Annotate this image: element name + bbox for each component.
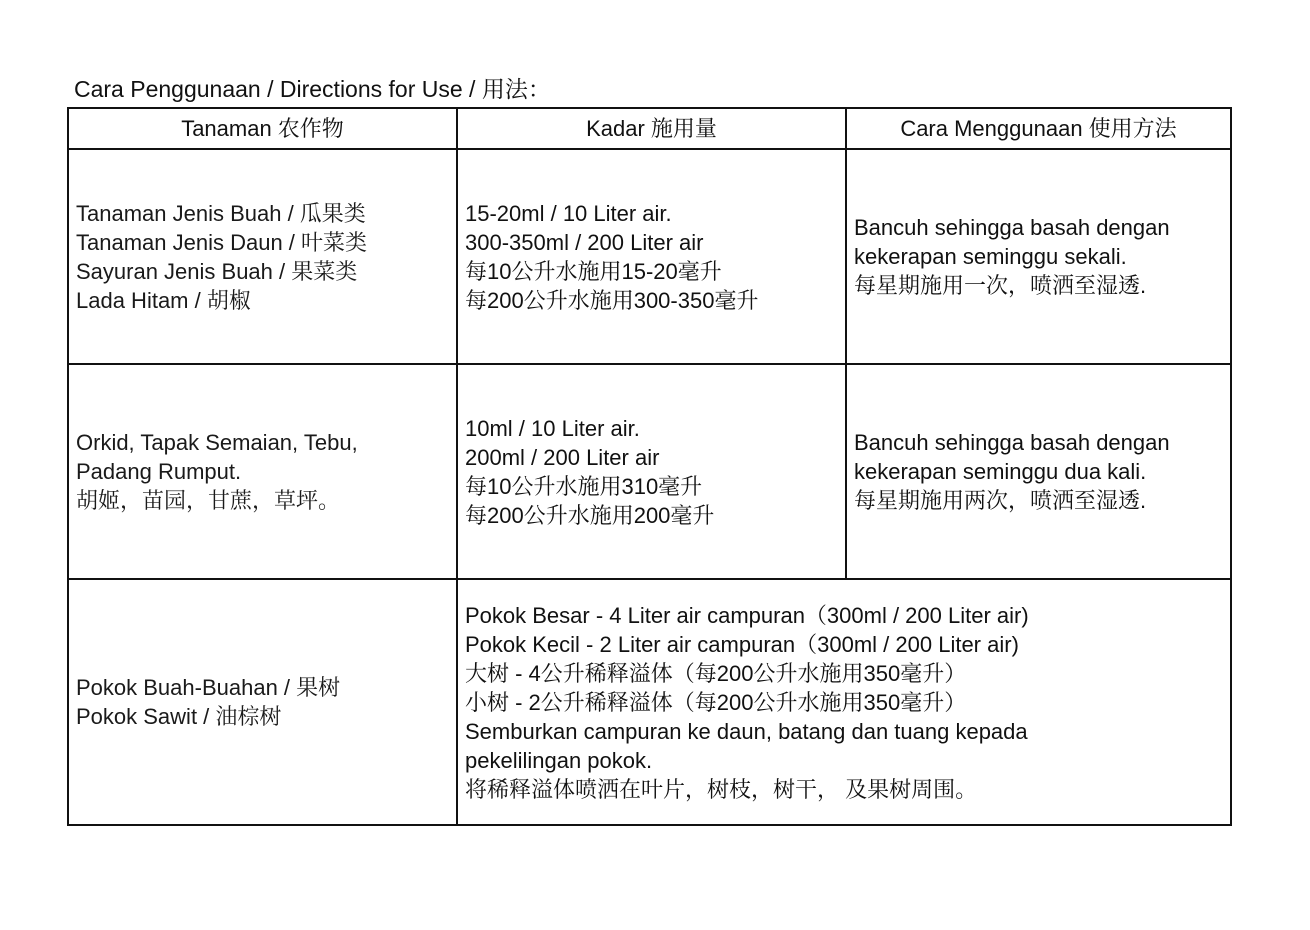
directions-table [67, 107, 1232, 826]
crop-line: Tanaman Jenis Daun / 叶菜类 [76, 229, 368, 255]
rate-cell [457, 149, 846, 364]
crop-line: Padang Rumput. [76, 459, 242, 484]
instruction-line: Semburkan campuran ke daun, batang dan tuang kepada [465, 718, 1028, 744]
header-rate: Kadar 施用量 [457, 108, 846, 149]
crop-cell [68, 364, 457, 579]
header-crop: Tanaman 农作物 [68, 108, 457, 149]
crop-line: Orkid, Tapak Semaian, Tebu, [76, 430, 358, 455]
crop-line: 胡姬，苗园，甘蔗，草坪。 [76, 488, 341, 513]
instruction-line: 将稀释溢体喷洒在叶片，树枝，树干， 及果树周围。 [465, 776, 978, 802]
rate-line: 10ml / 10 Liter air. [465, 415, 640, 441]
method-line: Bancuh sehingga basah dengan [854, 430, 1170, 455]
method-cell [846, 149, 1231, 364]
rate-line: 每200公升水施用200毫升 [465, 502, 715, 528]
rate-line: 每200公升水施用300-350毫升 [465, 287, 759, 313]
rate-line: 每10公升水施用15-20毫升 [465, 258, 722, 284]
instruction-line: pekelilingan pokok. [465, 747, 653, 773]
method-line: kekerapan seminggu sekali. [854, 244, 1127, 269]
instruction-line: 小树 - 2公升稀释溢体（每200公升水施用350毫升） [465, 689, 967, 715]
crop-cell [68, 149, 457, 364]
crop-line: Pokok Sawit / 油棕树 [76, 704, 282, 729]
rate-line: 300-350ml / 200 Liter air [465, 229, 704, 255]
document-title: Cara Penggunaan / Directions for Use / 用法： [74, 76, 551, 102]
crop-line: Tanaman Jenis Buah / 瓜果类 [76, 200, 366, 226]
rate-line: 每10公升水施用310毫升 [465, 473, 703, 499]
method-cell [846, 364, 1231, 579]
table-row [68, 579, 1231, 825]
table-header-row [68, 108, 1231, 149]
combined-rate-method-cell [457, 579, 1231, 825]
method-line: 每星期施用一次，喷洒至湿透. [854, 273, 1147, 298]
method-line: 每星期施用两次，喷洒至湿透. [854, 488, 1147, 513]
crop-line: Pokok Buah-Buahan / 果树 [76, 675, 341, 700]
instruction-line: 大树 - 4公升稀释溢体（每200公升水施用350毫升） [465, 660, 967, 686]
crop-line: Sayuran Jenis Buah / 果菜类 [76, 258, 358, 284]
table-row [68, 149, 1231, 364]
rate-cell [457, 364, 846, 579]
table-row [68, 364, 1231, 579]
crop-cell [68, 579, 457, 825]
instruction-line: Pokok Besar - 4 Liter air campuran（300ml / 200 Liter air) [465, 602, 1029, 628]
rate-line: 200ml / 200 Liter air [465, 444, 660, 470]
instruction-line: Pokok Kecil - 2 Liter air campuran（300ml / 200 Liter air) [465, 631, 1019, 657]
method-line: kekerapan seminggu dua kali. [854, 459, 1147, 484]
crop-line: Lada Hitam / 胡椒 [76, 287, 251, 313]
header-method: Cara Menggunaan 使用方法 [846, 108, 1231, 149]
rate-line: 15-20ml / 10 Liter air. [465, 200, 672, 226]
method-line: Bancuh sehingga basah dengan [854, 215, 1170, 240]
